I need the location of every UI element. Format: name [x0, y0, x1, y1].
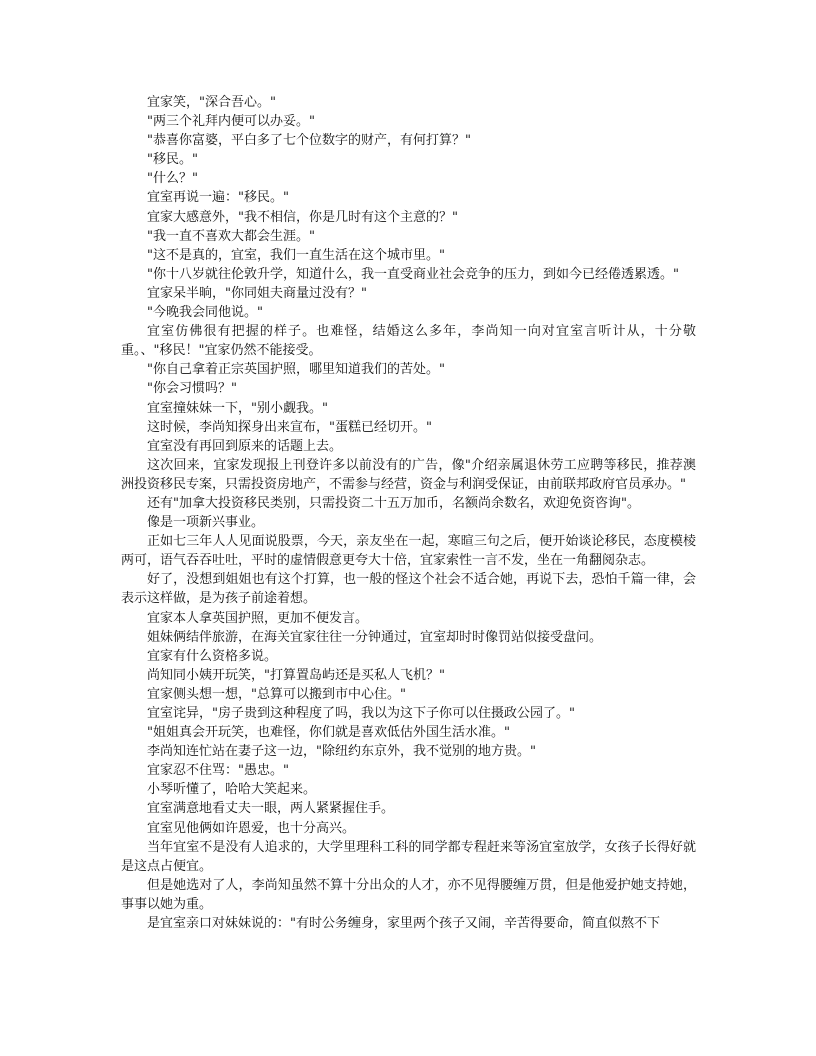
document-page [121, 93, 696, 933]
paragraph: 尚知同小姨开玩笑，"打算置岛屿还是买私人飞机？" [147, 667, 445, 683]
paragraph: 宜家本人拿英国护照，更加不便发言。 [147, 610, 369, 626]
paragraph: 宜室仿佛很有把握的样子。也难怪，结婚这么多年，李尚知一向对宜室言听计从，十分敬重。、"移民！"宜家仍然不能接受。 [121, 324, 696, 359]
paragraph: "移民。" [147, 152, 198, 168]
paragraph: 但是她选对了人，李尚知虽然不算十分出众的人才，亦不见得腰缠万贯，但是他爱护她支持她，事事以她为重。 [121, 877, 696, 912]
paragraph: "你自己拿着正宗英国护照，哪里知道我们的苦处。" [147, 362, 445, 378]
paragraph: 姐妹俩结伴旅游，在海关宜家往往一分钟通过，宜室却时时像罚站似接受盘问。 [147, 629, 603, 645]
paragraph: "两三个礼拜内便可以办妥。" [147, 114, 315, 130]
paragraph: "这不是真的，宜室，我们一直生活在这个城市里。" [147, 247, 445, 263]
paragraph: 正如七三年人人见面说股票，今天，亲友坐在一起，寒暄三句之后，便开始谈论移民，态度模棱两可，语气吞吞吐吐，平时的虚情假意更夸大十倍，宜家索性一言不发，坐在一角翻阅杂志。 [121, 534, 696, 569]
paragraph: 好了，没想到姐姐也有这个打算，也一般的怪这个社会不适合她，再说下去，恐怕千篇一律，会表示这样做，是为孩子前途着想。 [121, 572, 696, 607]
paragraph: 宜室撞妹妹一下，"别小觑我。" [147, 400, 328, 416]
paragraph: 这次回来，宜家发现报上刊登许多以前没有的广告，像"介绍亲属退休劳工应聘等移民，推荐澳洲投资移民专案，只需投资房地产，不需参与经营，资金与利润受保证，由前联邦政府官员承办。" [121, 457, 696, 492]
paragraph: 宜室满意地看丈夫一眼，两人紧紧握住手。 [147, 801, 395, 817]
paragraph: "恭喜你富婆，平白多了七个位数字的财产，有何打算？" [147, 133, 471, 149]
paragraph: "什么？" [147, 171, 198, 187]
paragraph: 宜室见他俩如许恩爱，也十分高兴。 [147, 820, 356, 836]
paragraph: 宜家侧头想一想，"总算可以搬到市中心住。" [147, 686, 406, 702]
paragraph: "姐姐真会开玩笑，也难怪，你们就是喜欢低估外国生活水准。" [147, 725, 510, 741]
paragraph: 是宜室亲口对妹妹说的："有时公务缠身，家里两个孩子又闹，辛苦得要命，简直似熬不下 [147, 916, 660, 932]
paragraph: 宜家忍不住骂："愚忠。" [147, 763, 289, 779]
paragraph: 宜室再说一遍："移民。" [147, 190, 289, 206]
paragraph: "我一直不喜欢大都会生涯。" [147, 228, 315, 244]
paragraph: "你十八岁就往伦敦升学，知道什么，我一直受商业社会竞争的压力，到如今已经倦透累透。" [147, 266, 679, 282]
paragraph: 宜家笑，"深合吾心。" [147, 95, 276, 110]
paragraph: 还有"加拿大投资移民类别，只需投资二十五万加币，名额尚余数名，欢迎免资咨询"。 [147, 495, 640, 511]
paragraph: "你会习惯吗？" [147, 381, 237, 397]
paragraph: 宜室诧异，"房子贵到这种程度了吗，我以为这下子你可以住摄政公园了。" [147, 706, 575, 721]
paragraph: 李尚知连忙站在妻子这一边，"除纽约东京外，我不觉别的地方贵。" [147, 744, 536, 760]
paragraph: 小琴听懂了，哈哈大笑起来。 [147, 782, 317, 798]
paragraph: 这时候，李尚知探身出来宣布，"蛋糕已经切开。" [147, 419, 432, 435]
paragraph: 宜家呆半晌，"你同姐夫商量过没有？" [147, 285, 367, 301]
paragraph: 宜室没有再回到原来的话题上去。 [147, 438, 343, 454]
paragraph: 宜家大感意外，"我不相信，你是几时有这个主意的？" [147, 209, 458, 225]
paragraph: 宜家有什么资格多说。 [147, 648, 278, 664]
paragraph: 像是一项新兴事业。 [147, 515, 265, 531]
paragraph: 当年宜室不是没有人追求的，大学里理科工科的同学都专程赶来等汤宜室放学，女孩子长得好就是这点占便宜。 [121, 839, 696, 874]
paragraph: "今晚我会同他说。" [147, 305, 263, 321]
